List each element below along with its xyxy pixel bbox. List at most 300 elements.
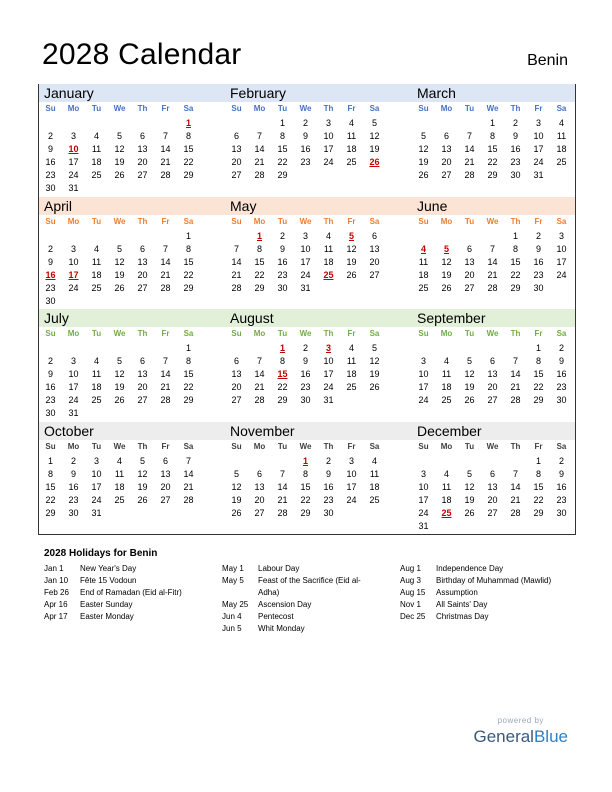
weekday-label: We [486, 441, 499, 451]
day-cell [131, 295, 154, 308]
day-cell [85, 117, 108, 130]
day-cell: 17 [323, 144, 334, 154]
day-cell [363, 394, 386, 407]
day-cell: 9 [302, 131, 308, 141]
day-cell [62, 342, 85, 355]
month-header [412, 309, 575, 327]
day-cell: 5 [371, 343, 377, 353]
day-cell: 11 [323, 243, 334, 254]
day-cell [108, 230, 131, 243]
week-row [225, 342, 412, 355]
day-cell [435, 455, 458, 468]
day-cell: 16 [556, 369, 567, 379]
holiday-day-cell: 4 [420, 243, 426, 254]
day-cell: 28 [254, 170, 265, 180]
day-cell: 20 [487, 494, 498, 505]
day-cell: 11 [91, 256, 102, 267]
day-cell: 2 [279, 230, 285, 241]
day-cell [412, 342, 435, 355]
day-cell: 9 [47, 144, 53, 154]
powered-by-text: powered by [497, 716, 544, 725]
day-cell: 29 [183, 170, 194, 180]
day-cell: 16 [45, 382, 56, 392]
day-cell: 18 [441, 382, 452, 392]
day-cell: 22 [533, 382, 544, 392]
day-cell: 12 [369, 356, 380, 366]
holiday-date: Apr 17 [44, 612, 68, 621]
holiday-column-1 [44, 563, 214, 623]
weekday-label: Mo [440, 216, 453, 226]
day-cell: 26 [441, 282, 452, 293]
day-cell: 13 [487, 369, 498, 379]
day-cell: 22 [487, 157, 498, 167]
week-row [412, 269, 575, 282]
day-cell: 31 [91, 507, 102, 518]
day-cell: 18 [114, 481, 125, 492]
day-cell: 11 [556, 131, 567, 141]
day-cell: 11 [418, 256, 429, 267]
day-cell: 23 [45, 395, 56, 405]
weekday-label: Fr [347, 104, 356, 113]
day-cell: 21 [277, 494, 288, 505]
day-cell [62, 230, 85, 243]
day-cell: 12 [231, 481, 242, 492]
weekday-header [39, 442, 225, 455]
day-cell: 20 [441, 157, 452, 167]
day-cell: 24 [68, 170, 79, 180]
week-row [39, 156, 225, 169]
day-cell: 9 [325, 468, 331, 479]
day-cell [458, 230, 481, 243]
day-cell: 13 [137, 369, 148, 379]
day-cell: 28 [160, 282, 171, 293]
day-cell: 19 [369, 144, 380, 154]
weekday-label: Tu [464, 216, 475, 226]
day-cell [108, 117, 131, 130]
holiday-entry [44, 587, 214, 599]
day-cell: 17 [556, 256, 567, 267]
day-cell [131, 342, 154, 355]
weekday-label: Mo [253, 216, 266, 226]
day-cell: 24 [418, 507, 429, 518]
weekday-header [412, 442, 575, 455]
day-cell: 16 [45, 157, 56, 167]
day-cell: 31 [300, 282, 311, 293]
week-row [412, 481, 575, 494]
day-cell: 25 [556, 157, 567, 167]
weekday-label: Th [510, 441, 521, 451]
country-label: Benin [527, 52, 568, 69]
day-cell [363, 169, 386, 182]
quarter-row [39, 84, 575, 197]
day-cell: 13 [231, 144, 242, 154]
day-cell: 3 [70, 243, 76, 254]
day-cell [363, 282, 386, 295]
day-cell: 18 [346, 144, 357, 154]
day-cell: 18 [91, 382, 102, 392]
month-header [39, 309, 225, 327]
day-cell: 11 [91, 369, 102, 379]
day-cell: 15 [254, 256, 265, 267]
weekday-label: Mo [440, 441, 453, 451]
day-cell [317, 169, 340, 182]
weekday-label: We [299, 441, 312, 451]
weekday-label: Tu [464, 104, 475, 113]
day-cell: 19 [464, 382, 475, 392]
day-cell: 14 [277, 481, 288, 492]
day-cell: 2 [70, 455, 76, 466]
week-row [412, 282, 575, 295]
day-cell: 30 [45, 408, 56, 418]
day-cell [154, 407, 177, 420]
day-cell: 19 [418, 157, 429, 167]
day-cell: 28 [487, 282, 498, 293]
holiday-date: May 1 [222, 564, 244, 573]
day-cell: 6 [256, 468, 262, 479]
week-row [39, 455, 225, 468]
weekday-label: Mo [253, 329, 266, 338]
month-header [225, 84, 412, 102]
weekday-label: Fr [534, 441, 543, 451]
brand-general: General [473, 727, 534, 746]
weekday-label: Sa [183, 216, 194, 226]
day-cell: 15 [533, 481, 544, 492]
day-cell: 5 [116, 131, 122, 141]
holiday-date: Dec 25 [400, 612, 426, 621]
day-cell: 9 [302, 356, 308, 366]
week-row [39, 182, 225, 195]
day-cell: 12 [346, 243, 357, 254]
day-cell: 26 [114, 170, 125, 180]
day-cell [294, 169, 317, 182]
day-cell [550, 169, 573, 182]
day-cell: 3 [70, 356, 76, 366]
day-cell: 28 [254, 395, 265, 405]
day-cell: 10 [346, 468, 357, 479]
holiday-day-cell: 1 [279, 343, 285, 353]
day-cell [340, 394, 363, 407]
month-name: June [417, 197, 448, 214]
day-cell [248, 455, 271, 468]
holiday-date [222, 587, 258, 599]
weekday-label: We [299, 104, 312, 113]
day-cell: 30 [277, 282, 288, 293]
week-row [39, 282, 225, 295]
week-row [412, 143, 575, 156]
holiday-day-cell: 10 [68, 144, 79, 154]
holiday-day-cell: 3 [325, 343, 331, 353]
day-cell [177, 295, 200, 308]
weekday-label: Sa [369, 329, 380, 338]
weekday-label: Su [45, 104, 56, 113]
day-cell: 11 [346, 356, 357, 366]
day-cell: 7 [162, 131, 168, 141]
day-cell: 18 [556, 144, 567, 154]
week-row [412, 355, 575, 368]
day-cell: 6 [371, 230, 377, 241]
weekday-label: Sa [369, 216, 380, 226]
holiday-column-3 [400, 563, 572, 623]
day-cell: 11 [441, 481, 452, 492]
day-cell [481, 230, 504, 243]
day-cell: 5 [466, 356, 472, 366]
day-cell [481, 342, 504, 355]
day-cell: 10 [68, 369, 79, 379]
day-cell: 13 [254, 481, 265, 492]
day-cell: 4 [93, 131, 99, 141]
month-block [225, 422, 412, 535]
day-cell: 7 [279, 468, 285, 479]
day-cell: 17 [68, 157, 79, 167]
calendar-grid [38, 84, 576, 535]
weekday-label: Tu [91, 216, 102, 226]
day-cell: 8 [185, 356, 191, 366]
day-cell: 24 [68, 395, 79, 405]
day-cell: 11 [91, 144, 102, 154]
day-cell: 13 [137, 144, 148, 154]
day-cell [108, 182, 131, 195]
holiday-name: Whit Monday [258, 624, 305, 633]
day-cell: 21 [487, 269, 498, 280]
day-cell: 3 [558, 230, 564, 241]
weekday-label: Th [510, 216, 521, 226]
day-cell: 23 [68, 494, 79, 505]
day-cell [225, 230, 248, 243]
day-cell: 4 [325, 230, 331, 241]
weekday-label: Mo [67, 329, 80, 338]
day-cell: 19 [114, 157, 125, 167]
day-cell: 6 [162, 455, 168, 466]
day-cell: 5 [116, 356, 122, 366]
day-cell: 4 [93, 243, 99, 254]
day-cell: 21 [510, 494, 521, 505]
day-cell: 2 [325, 455, 331, 466]
day-cell: 7 [162, 356, 168, 366]
quarter-row [39, 197, 575, 310]
week-row [39, 269, 225, 282]
weekday-label: Th [510, 329, 521, 338]
week-row [225, 507, 412, 520]
weekday-label: Th [137, 441, 148, 451]
weekday-label: Th [323, 441, 334, 451]
holiday-entry [44, 599, 214, 611]
month-header [225, 309, 412, 327]
day-cell: 31 [68, 183, 79, 193]
holiday-entry [222, 611, 392, 623]
day-cell: 10 [68, 256, 79, 267]
weekday-label: Mo [67, 104, 80, 113]
day-cell [458, 342, 481, 355]
weekday-header [412, 104, 575, 117]
day-cell: 7 [466, 131, 472, 141]
weekday-label: Tu [277, 441, 288, 451]
day-cell: 30 [556, 395, 567, 405]
day-cell: 1 [185, 230, 191, 241]
week-row [412, 156, 575, 169]
weekday-label: Th [323, 329, 334, 338]
weekday-header [225, 329, 412, 342]
day-cell: 25 [114, 494, 125, 505]
day-cell: 19 [114, 382, 125, 392]
day-cell: 24 [418, 395, 429, 405]
day-cell: 23 [45, 170, 56, 180]
day-cell: 6 [489, 468, 495, 479]
day-cell: 20 [231, 157, 242, 167]
day-cell: 25 [91, 170, 102, 180]
day-cell: 2 [512, 118, 518, 128]
day-cell: 20 [231, 382, 242, 392]
day-cell [154, 342, 177, 355]
holiday-entry [44, 611, 214, 623]
day-cell: 8 [489, 131, 495, 141]
month-block [39, 309, 225, 422]
day-cell: 4 [371, 455, 377, 466]
weekday-header [39, 217, 225, 230]
holiday-date: Apr 16 [44, 600, 68, 609]
week-row [225, 282, 412, 295]
day-cell: 9 [279, 243, 285, 254]
week-row [39, 117, 225, 130]
day-cell: 15 [510, 256, 521, 267]
holiday-name: Pentecost [258, 612, 294, 621]
week-row [412, 342, 575, 355]
day-cell: 4 [348, 118, 354, 128]
day-cell: 18 [441, 494, 452, 505]
day-cell: 26 [114, 282, 125, 293]
day-cell: 6 [233, 131, 239, 141]
holiday-entry [222, 575, 392, 587]
day-cell [154, 507, 177, 520]
day-cell: 4 [93, 356, 99, 366]
day-cell: 9 [558, 356, 564, 366]
day-cell [271, 455, 294, 468]
weekday-label: Su [45, 441, 56, 451]
weekday-label: Mo [67, 441, 80, 451]
day-cell: 17 [418, 382, 429, 392]
day-cell: 21 [254, 382, 265, 392]
weekday-label: We [299, 216, 312, 226]
weekday-label: Sa [183, 441, 194, 451]
holiday-name: Fête 15 Vodoun [80, 576, 137, 585]
weekday-header [412, 217, 575, 230]
day-cell: 6 [139, 356, 145, 366]
day-cell [317, 282, 340, 295]
month-name: September [417, 310, 486, 326]
day-cell: 23 [300, 157, 311, 167]
weekday-label: We [299, 329, 312, 338]
day-cell [248, 342, 271, 355]
holiday-date: Aug 1 [400, 564, 421, 573]
day-cell: 12 [137, 468, 148, 479]
month-header [412, 422, 575, 440]
weekday-label: Su [231, 104, 242, 113]
day-cell: 4 [443, 356, 449, 366]
day-cell: 14 [160, 256, 171, 267]
day-cell: 25 [441, 395, 452, 405]
weekday-label: Sa [183, 329, 194, 338]
day-cell: 28 [510, 395, 521, 405]
day-cell: 28 [183, 494, 194, 505]
day-cell [177, 407, 200, 420]
day-cell [481, 455, 504, 468]
weekday-label: Tu [277, 104, 288, 113]
day-cell: 21 [510, 382, 521, 392]
day-cell [435, 230, 458, 243]
day-cell: 13 [137, 256, 148, 267]
weekday-label: Tu [91, 441, 102, 451]
day-cell: 21 [231, 269, 242, 280]
day-cell: 25 [346, 157, 357, 167]
weekday-label: Fr [347, 329, 356, 338]
day-cell: 23 [556, 382, 567, 392]
day-cell: 18 [369, 481, 380, 492]
holiday-day-cell: 25 [323, 269, 334, 280]
day-cell: 2 [302, 343, 308, 353]
day-cell: 2 [558, 343, 564, 353]
day-cell: 13 [487, 481, 498, 492]
day-cell: 10 [323, 131, 334, 141]
day-cell: 16 [68, 481, 79, 492]
day-cell: 27 [137, 170, 148, 180]
holiday-date: May 25 [222, 600, 249, 609]
day-cell: 25 [91, 282, 102, 293]
month-header [412, 197, 575, 215]
weekday-label: Mo [253, 104, 266, 113]
holiday-date: May 5 [222, 576, 244, 585]
day-cell: 7 [256, 131, 262, 141]
holiday-name: Ascension Day [258, 600, 312, 609]
day-cell: 14 [464, 144, 475, 154]
week-row [412, 256, 575, 269]
holiday-date: Aug 3 [400, 576, 421, 585]
weekday-label: Mo [440, 104, 453, 113]
holiday-name: Labour Day [258, 564, 300, 573]
day-cell: 20 [464, 269, 475, 280]
day-cell [412, 117, 435, 130]
day-cell: 7 [185, 455, 191, 466]
weekday-label: Su [231, 329, 242, 338]
day-cell: 20 [369, 256, 380, 267]
day-cell: 7 [256, 356, 262, 366]
day-cell: 9 [47, 256, 53, 267]
weekday-header [225, 104, 412, 117]
week-row [39, 342, 225, 355]
day-cell: 22 [183, 269, 194, 280]
week-row [39, 143, 225, 156]
day-cell: 30 [45, 295, 56, 306]
day-cell [177, 182, 200, 195]
day-cell: 8 [185, 243, 191, 254]
week-row [225, 494, 412, 507]
week-row [225, 156, 412, 169]
day-cell: 14 [487, 256, 498, 267]
holiday-date: Jan 1 [44, 564, 64, 573]
day-cell [154, 230, 177, 243]
holiday-name: Birthday of Muhammad (Mawlid) [436, 576, 552, 585]
holidays-title: 2028 Holidays for Benin [44, 548, 158, 559]
weekday-header [225, 217, 412, 230]
day-cell: 16 [323, 481, 334, 492]
day-cell: 5 [371, 118, 377, 128]
day-cell: 22 [45, 494, 56, 505]
day-cell [154, 295, 177, 308]
day-cell [527, 520, 550, 533]
day-cell [340, 282, 363, 295]
day-cell: 16 [533, 256, 544, 267]
day-cell: 12 [464, 369, 475, 379]
day-cell [412, 455, 435, 468]
day-cell: 30 [300, 395, 311, 405]
